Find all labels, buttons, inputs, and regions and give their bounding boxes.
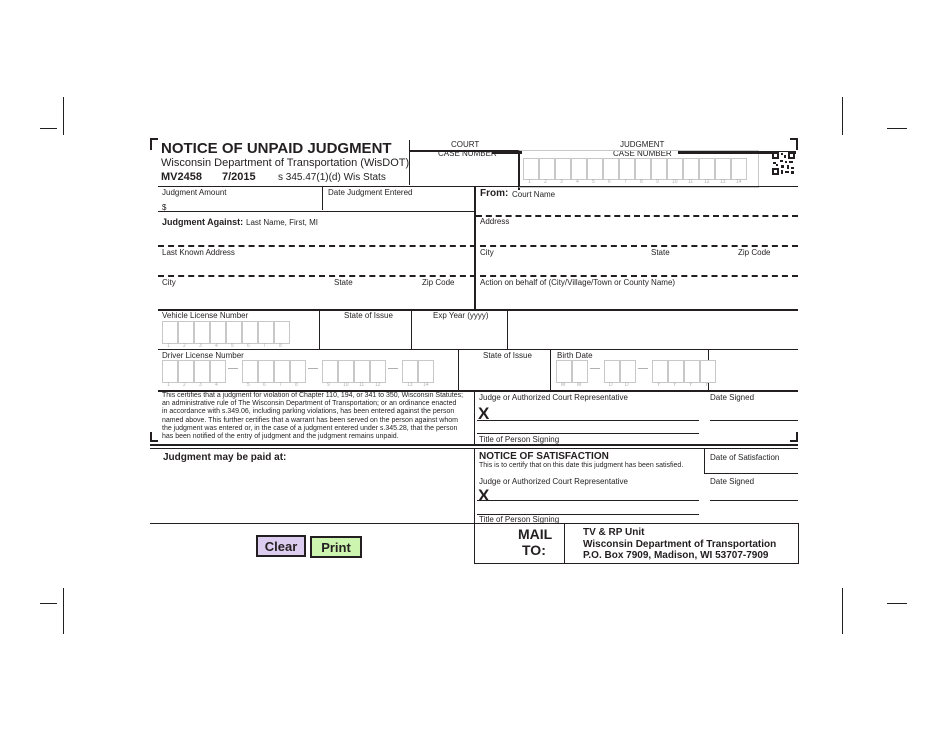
dashed-rule [158, 245, 798, 247]
certification-line: This certifies that a judgment for violation of Chapter 110, 194, or 341 to 350, Wisconsin Statutes; [162, 392, 464, 399]
right-zip-label: Zip Code [738, 248, 771, 257]
digit-box[interactable] [684, 360, 700, 383]
vertical-rule [704, 449, 705, 473]
digit-box[interactable] [258, 360, 274, 383]
digit-hint: 11 [688, 179, 694, 185]
sat-title-signing-label: Title of Person Signing [479, 515, 560, 524]
sat-date-signed-line[interactable] [710, 500, 798, 501]
crop-mark [40, 603, 57, 604]
mail-line-2: Wisconsin Department of Transportation [583, 539, 777, 550]
digit-hint: 1 [528, 179, 531, 185]
digit-hint: 1 [167, 343, 170, 349]
clear-button[interactable]: Clear [256, 535, 306, 557]
vertical-rule [411, 309, 412, 349]
crop-mark [842, 588, 843, 634]
digit-hint: Y [705, 382, 709, 388]
digit-hint: D [625, 382, 629, 388]
crop-mark [887, 128, 907, 129]
digit-box[interactable] [274, 360, 290, 383]
digit-box[interactable] [226, 321, 242, 344]
title-line[interactable] [477, 433, 699, 434]
dashed-rule [476, 215, 798, 217]
state-label: State [334, 278, 353, 287]
digit-hint: Y [689, 382, 693, 388]
sat-date-signed-label: Date Signed [710, 477, 755, 486]
corner-bracket [790, 138, 798, 150]
digit-hint: 11 [359, 382, 365, 388]
digit-hint: 6 [247, 343, 250, 349]
digit-box[interactable] [523, 158, 539, 180]
digit-hint: 2 [183, 382, 186, 388]
right-state-label: State [651, 248, 670, 257]
crop-mark [842, 97, 843, 135]
digit-hint: 3 [199, 343, 202, 349]
corner-bracket [790, 432, 798, 442]
date-of-satisfaction-label: Date of Satisfaction [710, 453, 780, 462]
digit-box[interactable] [587, 158, 603, 180]
mail-line-1: TV & RP Unit [583, 527, 645, 538]
vertical-rule [322, 186, 323, 210]
digit-box[interactable] [290, 360, 306, 383]
digit-box[interactable] [162, 360, 178, 383]
court-case-label: CASE NUMBER [438, 149, 497, 158]
digit-box[interactable] [194, 321, 210, 344]
date-signed-label: Date Signed [710, 393, 755, 402]
date-of-satisfaction-line[interactable] [704, 473, 798, 474]
certification-line: an administrative rule of The Wisconsin Department of Transportation; or an ordinance enacted [162, 400, 457, 408]
digit-box[interactable] [603, 158, 619, 180]
digit-box[interactable] [556, 360, 572, 383]
statute: s 345.47(1)(d) Wis Stats [278, 172, 386, 183]
state-of-issue-label: State of Issue [344, 311, 393, 320]
digit-box[interactable] [402, 360, 418, 383]
action-on-behalf-label: Action on behalf of (City/Village/Town or County Name) [480, 278, 676, 287]
digit-box[interactable] [322, 360, 338, 383]
digit-box[interactable] [619, 158, 635, 180]
digit-box[interactable] [354, 360, 370, 383]
digit-box[interactable] [699, 158, 715, 180]
digit-hint: M [561, 382, 566, 388]
vertical-rule [474, 449, 475, 523]
digit-box[interactable] [652, 360, 668, 383]
court-case-number-field[interactable] [410, 150, 520, 190]
digit-hint: 9 [656, 179, 659, 185]
digit-hint: 8 [295, 382, 298, 388]
digit-box[interactable] [178, 360, 194, 383]
digit-hint: 5 [247, 382, 250, 388]
sat-judge-rep-label: Judge or Authorized Court Representative [479, 477, 628, 486]
digit-box[interactable] [571, 158, 587, 180]
digit-box[interactable] [555, 158, 571, 180]
to-label: TO: [522, 542, 546, 558]
digit-box[interactable] [162, 321, 178, 344]
court-name-label: Court Name [512, 190, 556, 199]
sat-signature-x: X [478, 486, 490, 505]
signature-x: X [478, 404, 490, 423]
digit-hint: 6 [263, 382, 266, 388]
form-title: NOTICE OF UNPAID JUDGMENT [161, 140, 392, 157]
name-hint: Last Name, First, MI [246, 218, 319, 227]
digit-box[interactable] [668, 360, 684, 383]
form-date: 7/2015 [222, 171, 256, 183]
digit-hint: 7 [624, 179, 627, 185]
satisfaction-text: This is to certify that on this date this judgment has been satisfied. [479, 462, 684, 469]
digit-box[interactable] [651, 158, 667, 180]
digit-box[interactable] [667, 158, 683, 180]
print-button[interactable]: Print [310, 536, 362, 558]
judgment-case-label: CASE NUMBER [613, 149, 672, 158]
mail-line-3: P.O. Box 7909, Madison, WI 53707-7909 [583, 550, 769, 561]
digit-hint: 9 [327, 382, 330, 388]
department-name: Wisconsin Department of Transportation (WisDOT) [161, 157, 410, 169]
separator-dash [308, 368, 318, 369]
digit-hint: D [609, 382, 613, 388]
rule [158, 211, 474, 212]
digit-hint: 13 [407, 382, 413, 388]
certification-text [162, 392, 472, 441]
judge-rep-label: Judge or Authorized Court Representative [479, 393, 628, 402]
digit-hint: 7 [279, 382, 282, 388]
digit-hint: 5 [592, 179, 595, 185]
digit-hint: 13 [720, 179, 726, 185]
vertical-rule [458, 349, 459, 390]
digit-hint: 2 [183, 343, 186, 349]
digit-box[interactable] [210, 360, 226, 383]
birth-date-label: Birth Date [557, 351, 593, 360]
digit-box[interactable] [242, 360, 258, 383]
signature-line[interactable] [477, 420, 699, 421]
vertical-rule [319, 309, 320, 349]
digit-box[interactable] [731, 158, 747, 180]
center-divider [474, 186, 476, 310]
digit-hint: 10 [672, 179, 678, 185]
digit-box[interactable] [700, 360, 716, 383]
digit-hint: 7 [263, 343, 266, 349]
satisfaction-heading: NOTICE OF SATISFACTION [479, 451, 609, 462]
separator-dash [590, 368, 600, 369]
corner-bracket [150, 138, 158, 150]
digit-box[interactable] [258, 321, 274, 344]
from-label: From: [480, 188, 509, 199]
sat-signature-line[interactable] [477, 500, 699, 501]
crop-mark [63, 588, 64, 634]
digit-box[interactable] [370, 360, 386, 383]
digit-hint: 5 [231, 343, 234, 349]
vertical-rule [474, 390, 475, 444]
date-judgment-entered-label: Date Judgment Entered [328, 188, 413, 197]
crop-mark [63, 97, 64, 135]
driver-state-of-issue-label: State of Issue [483, 351, 532, 360]
vertical-rule [507, 309, 508, 349]
rule [158, 186, 798, 187]
vertical-rule [550, 349, 551, 390]
digit-box[interactable] [620, 360, 636, 383]
digit-hint: 8 [279, 343, 282, 349]
dollar-sign: $ [162, 203, 167, 212]
judgment-case-label: JUDGMENT [620, 140, 665, 149]
rule [158, 349, 798, 350]
judgment-amount-label: Judgment Amount [162, 188, 227, 197]
judgment-against-label: Judgment Against: [162, 217, 244, 227]
digit-hint: 2 [544, 179, 547, 185]
digit-hint: 6 [608, 179, 611, 185]
qr-code [772, 152, 795, 175]
digit-hint: 1 [167, 382, 170, 388]
digit-hint: Y [657, 382, 661, 388]
form-number: MV2458 [161, 171, 202, 183]
payment-heading: Judgment may be paid at: [163, 452, 287, 463]
digit-hint: 8 [640, 179, 643, 185]
digit-box[interactable] [683, 158, 699, 180]
title-signing-label: Title of Person Signing [479, 435, 560, 444]
digit-hint: 4 [215, 343, 218, 349]
digit-box[interactable] [210, 321, 226, 344]
driver-license-label: Driver License Number [162, 351, 244, 360]
dashed-rule [158, 275, 798, 277]
digit-box[interactable] [242, 321, 258, 344]
right-city-label: City [480, 248, 494, 257]
digit-box[interactable] [572, 360, 588, 383]
exp-year-label: Exp Year (yyyy) [433, 311, 489, 320]
certification-line: in accordance with s.349.06, including parking violations, has been entered against the person [162, 408, 455, 416]
digit-box[interactable] [604, 360, 620, 383]
digit-box[interactable] [194, 360, 210, 383]
vehicle-license-label: Vehicle License Number [162, 311, 249, 320]
digit-box[interactable] [635, 158, 651, 180]
digit-hint: 3 [199, 382, 202, 388]
digit-hint: 4 [215, 382, 218, 388]
digit-hint: 12 [704, 179, 710, 185]
date-signed-line[interactable] [710, 420, 798, 421]
digit-hint: 14 [423, 382, 429, 388]
digit-box[interactable] [418, 360, 434, 383]
digit-hint: 14 [736, 179, 742, 185]
digit-hint: Y [673, 382, 677, 388]
separator-dash [228, 368, 238, 369]
digit-hint: 4 [576, 179, 579, 185]
digit-box[interactable] [338, 360, 354, 383]
zip-label: Zip Code [422, 278, 455, 287]
digit-hint: 12 [375, 382, 381, 388]
corner-bracket [150, 432, 158, 442]
crop-mark [887, 603, 907, 604]
certification-line: named above. This further certifies that a warrant has been served on the person against whom [162, 416, 458, 424]
digit-box[interactable] [715, 158, 731, 180]
digit-box[interactable] [178, 321, 194, 344]
certification-line: the judgment was entered or, in the case of a judgment entered under s.345.28, that the person [162, 424, 458, 432]
double-rule [150, 444, 798, 446]
digit-hint: 10 [343, 382, 349, 388]
digit-box[interactable] [274, 321, 290, 344]
digit-hint: M [577, 382, 582, 388]
separator-dash [388, 368, 398, 369]
certification-line: has been notified of the entry of judgment and the judgment remains unpaid. [162, 433, 399, 441]
separator-dash [638, 368, 648, 369]
digit-hint: 3 [560, 179, 563, 185]
last-known-address-label: Last Known Address [162, 248, 235, 257]
digit-box[interactable] [539, 158, 555, 180]
court-case-label: COURT [451, 140, 480, 149]
address-label: Address [480, 217, 510, 226]
mail-label: MAIL [518, 526, 553, 542]
vertical-rule [564, 523, 565, 563]
crop-mark [40, 128, 57, 129]
city-label: City [162, 278, 176, 287]
